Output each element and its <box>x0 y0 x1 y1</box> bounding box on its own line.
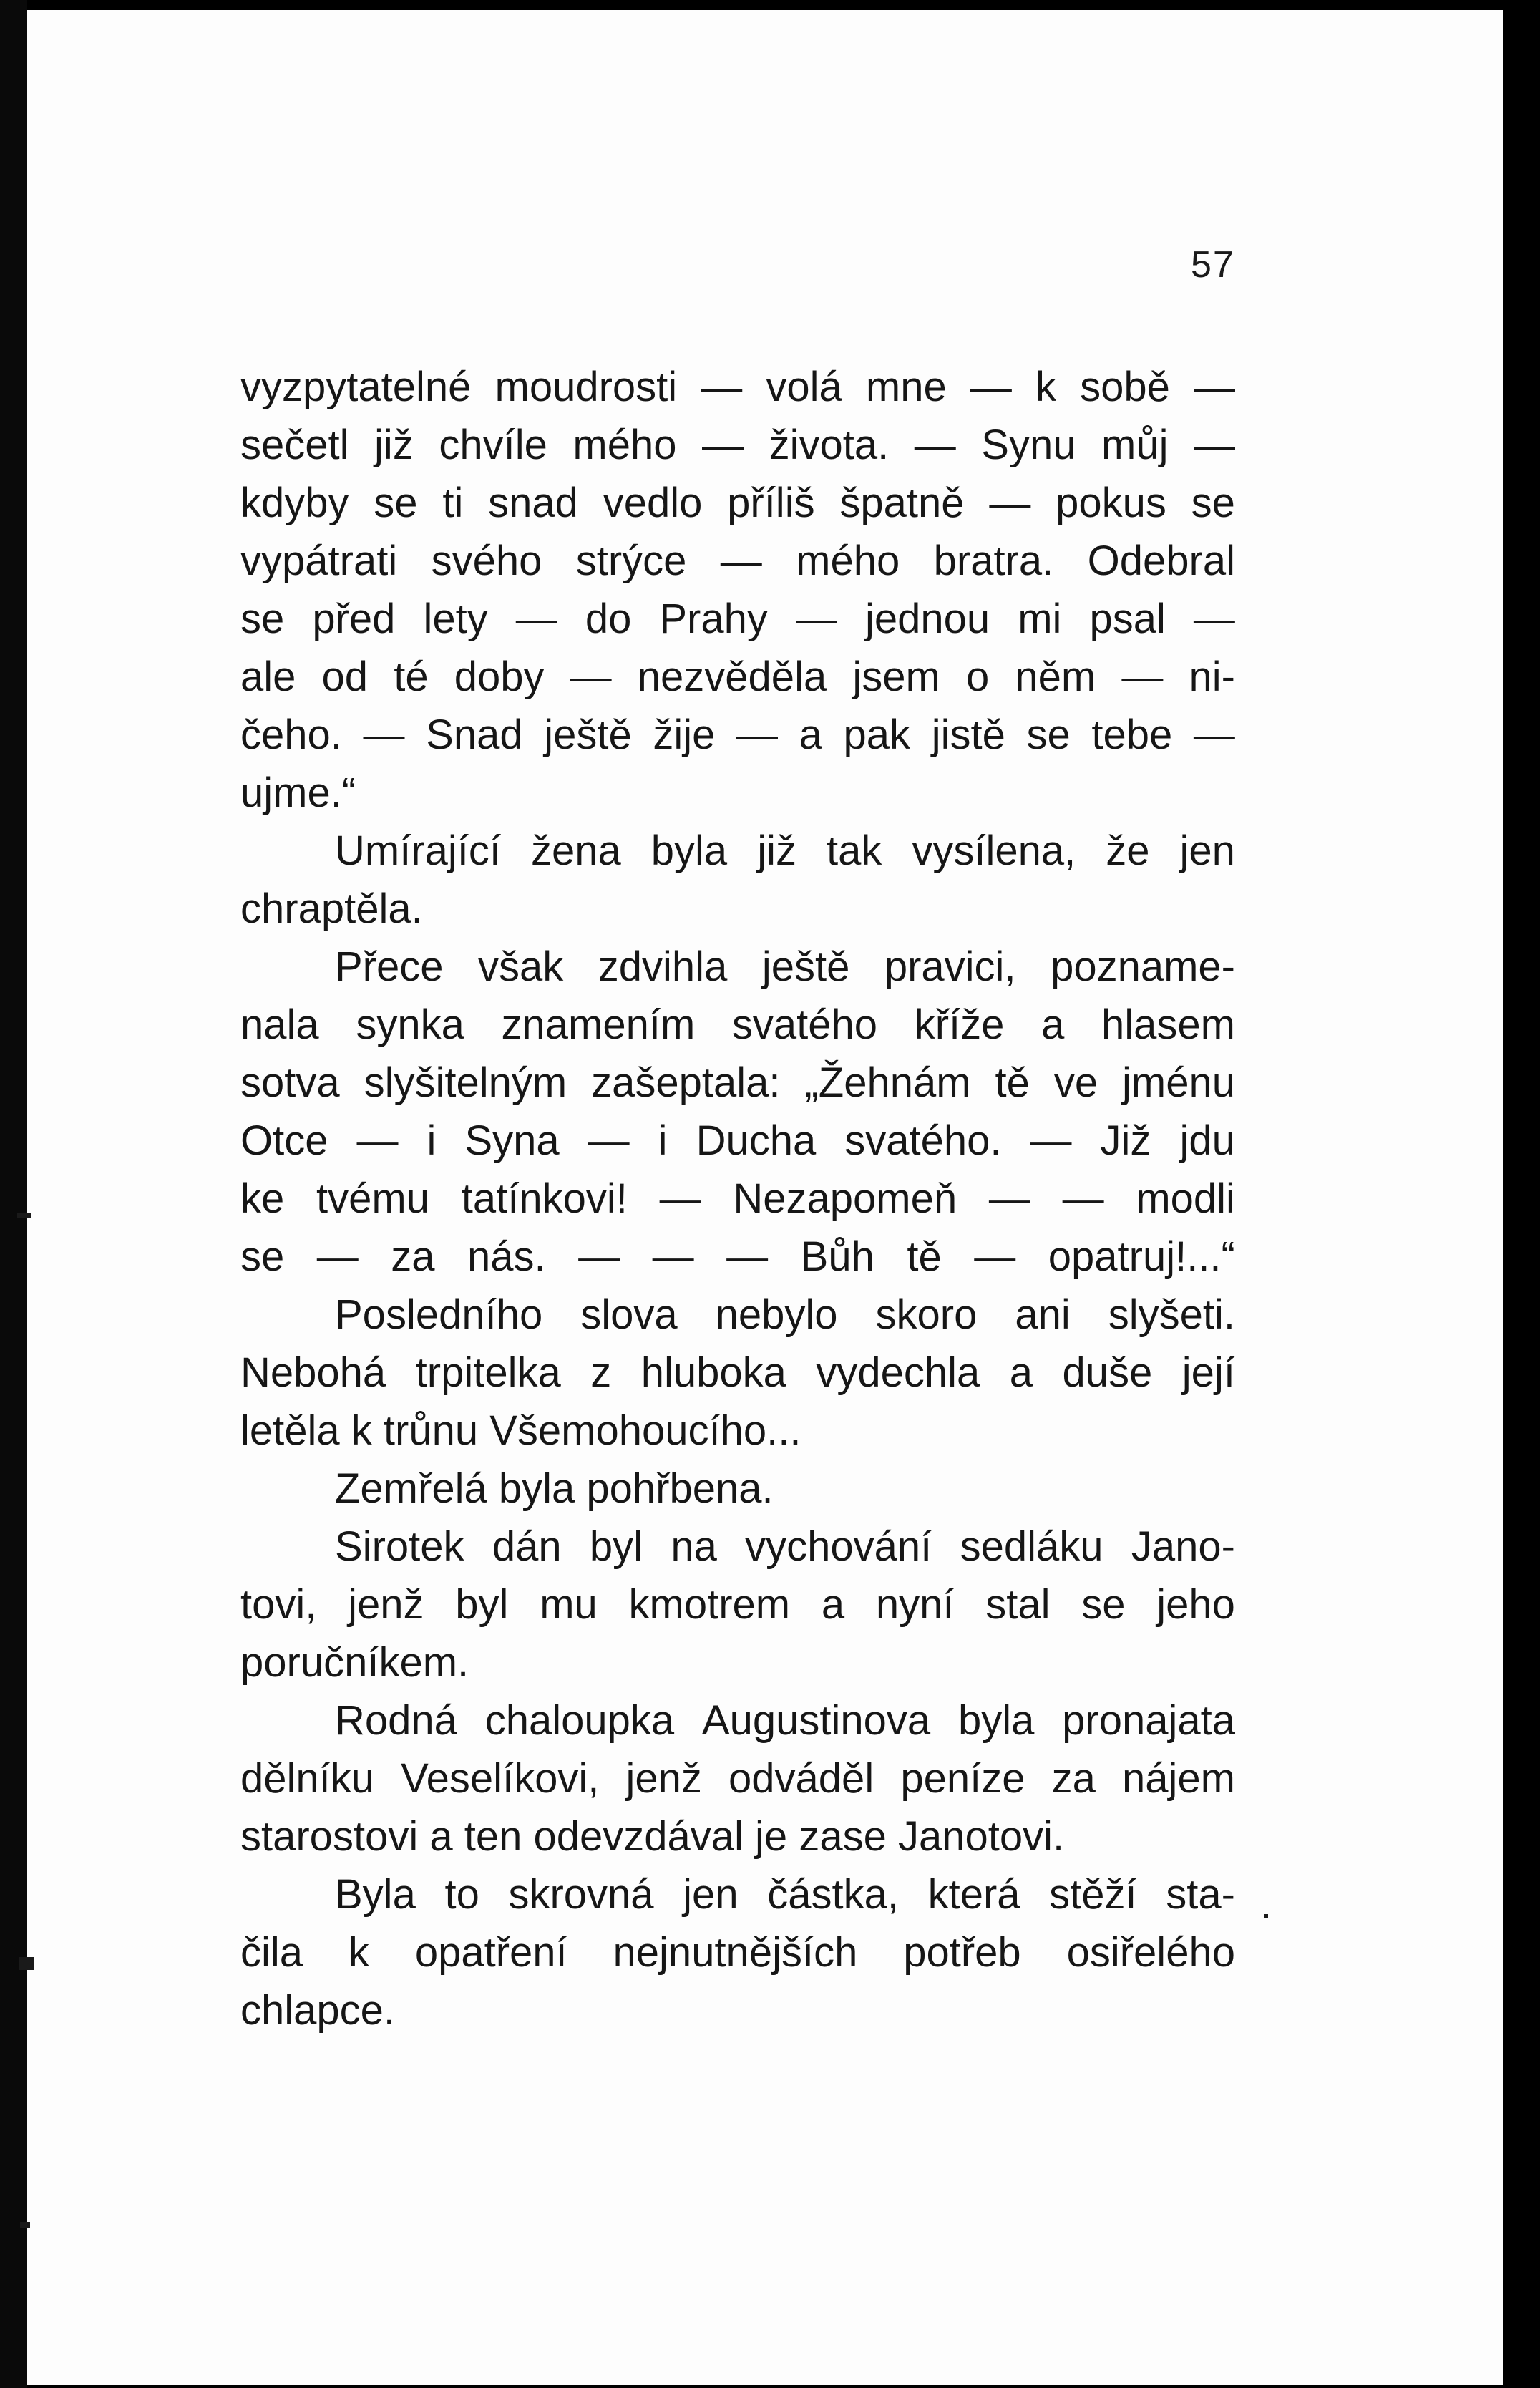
word: — <box>1193 364 1235 410</box>
word: vydechla <box>816 1349 980 1396</box>
word: i <box>658 1117 668 1164</box>
word: — <box>588 1117 630 1164</box>
word: chraptěla. <box>240 885 423 932</box>
word: již <box>757 827 796 874</box>
word: byla <box>957 1697 1035 1744</box>
word: skoro <box>875 1291 978 1338</box>
text-line <box>240 416 1235 474</box>
word: duše <box>1062 1349 1153 1396</box>
word: — <box>1121 654 1164 700</box>
word: Jano- <box>1131 1523 1235 1570</box>
word: doby <box>454 654 545 700</box>
text-line <box>240 532 1235 590</box>
word: volá <box>766 364 842 410</box>
word: i <box>427 1117 437 1164</box>
word: z <box>590 1349 612 1396</box>
text-line <box>240 1518 1235 1576</box>
word: „Žehnám <box>804 1059 971 1106</box>
word: mi <box>1018 596 1062 642</box>
text-line <box>240 1054 1235 1112</box>
word: — <box>363 712 405 758</box>
word: — <box>659 1175 701 1222</box>
text-line <box>240 1981 1235 2039</box>
word: peníze <box>900 1755 1025 1802</box>
word: však <box>478 943 564 990</box>
word: hluboka <box>640 1349 786 1396</box>
word: sobě <box>1080 364 1170 410</box>
word: tě <box>907 1233 942 1280</box>
word: — <box>795 596 837 642</box>
word: sta- <box>1166 1871 1235 1918</box>
word: byl <box>589 1523 643 1570</box>
word: dělníku <box>240 1755 375 1802</box>
word: — <box>316 1233 359 1280</box>
word: — <box>726 1233 769 1280</box>
word: vychování <box>745 1523 932 1570</box>
word: — <box>570 654 612 700</box>
word: dán <box>492 1523 562 1570</box>
word: — <box>1193 712 1235 758</box>
word: snad <box>488 480 578 526</box>
text-line <box>240 764 1235 822</box>
word: lety <box>423 596 488 642</box>
word: nyní <box>875 1581 955 1628</box>
word: zase <box>799 1813 887 1860</box>
binding-mark <box>17 1213 31 1218</box>
word: jenž <box>348 1581 424 1628</box>
word: Augustinova <box>701 1697 931 1744</box>
word: Syna <box>464 1117 560 1164</box>
word: jenž <box>625 1755 702 1802</box>
word: Nezapomeň <box>733 1175 957 1222</box>
word: se <box>240 1233 285 1280</box>
word: svého <box>431 538 542 584</box>
word: Prahy <box>659 596 768 642</box>
word: byl <box>455 1581 509 1628</box>
word: Rodná <box>335 1697 457 1744</box>
word: jen <box>1179 827 1235 874</box>
word: Posledního <box>335 1291 543 1338</box>
word: kříže <box>914 1001 1005 1048</box>
word: a <box>429 1813 453 1860</box>
text-line <box>240 1807 1235 1865</box>
word: skrovná <box>508 1871 654 1918</box>
word: hlasem <box>1101 1001 1235 1048</box>
word: — <box>578 1233 620 1280</box>
text-line <box>240 1923 1235 1981</box>
word: pravici, <box>884 943 1016 990</box>
word: vysílena, <box>912 827 1076 874</box>
word: to <box>444 1871 479 1918</box>
word: Sirotek <box>335 1523 464 1570</box>
word: — <box>702 422 744 468</box>
text-line <box>240 1112 1235 1170</box>
word: tě <box>995 1059 1030 1106</box>
text-line <box>240 1228 1235 1286</box>
word: mého <box>796 538 900 584</box>
word: svatého <box>731 1001 878 1048</box>
word: znamením <box>501 1001 696 1048</box>
word: něm <box>1015 654 1096 700</box>
text-line <box>240 474 1235 532</box>
word: ten <box>464 1813 522 1860</box>
word: ujme.“ <box>240 770 356 816</box>
word: Již <box>1100 1117 1151 1164</box>
binding-mark <box>20 2222 30 2228</box>
word: — <box>652 1233 694 1280</box>
word: slyšeti. <box>1108 1291 1235 1338</box>
word: ve <box>1053 1059 1098 1106</box>
word: Přece <box>335 943 444 990</box>
text-line <box>240 1344 1235 1402</box>
word: chvíle <box>439 422 547 468</box>
word: o <box>965 654 990 700</box>
word: nejnutnějších <box>613 1929 858 1976</box>
word: k <box>1035 364 1056 410</box>
word: Umírající <box>335 827 501 874</box>
text-line <box>240 1170 1235 1228</box>
word: svatého. <box>844 1117 1002 1164</box>
word: synka <box>356 1001 464 1048</box>
word: mne <box>865 364 947 410</box>
word: špatně <box>839 480 965 526</box>
word: modli <box>1136 1175 1235 1222</box>
word: nala <box>240 1001 319 1048</box>
word: — <box>720 538 762 584</box>
word: a <box>1041 1001 1065 1048</box>
word: že <box>1106 827 1150 874</box>
word: bratra. <box>933 538 1054 584</box>
word: ani <box>1015 1291 1071 1338</box>
word: letěla <box>240 1407 340 1454</box>
body-text <box>240 358 1235 2039</box>
word: mého <box>572 422 677 468</box>
word: zdvihla <box>598 943 728 990</box>
word: — <box>988 1175 1030 1222</box>
word: stěží <box>1049 1871 1137 1918</box>
word: zašeptala: <box>591 1059 781 1106</box>
word: byla <box>498 1465 575 1512</box>
word: je <box>755 1813 788 1860</box>
page-number: 57 <box>1191 244 1235 286</box>
text-line <box>240 996 1235 1054</box>
word: Všemohoucího... <box>489 1407 801 1454</box>
word: Otce <box>240 1117 328 1164</box>
word: ale <box>240 654 296 700</box>
word: ke <box>240 1175 285 1222</box>
word: ještě <box>544 712 632 758</box>
word: — <box>1194 422 1235 468</box>
text-line <box>240 1460 1235 1518</box>
word: tak <box>826 827 882 874</box>
binding-mark <box>19 1957 34 1970</box>
word: — <box>989 480 1031 526</box>
word: a <box>1009 1349 1033 1396</box>
margin-dot <box>1264 1914 1268 1918</box>
word: — <box>356 1117 399 1164</box>
word: mu <box>540 1581 598 1628</box>
text-line <box>240 358 1235 416</box>
word: Janotovi. <box>897 1813 1065 1860</box>
word: byla <box>650 827 728 874</box>
word: pokus <box>1056 480 1166 526</box>
word: a <box>799 712 822 758</box>
word: stal <box>985 1581 1051 1628</box>
word: kdyby <box>240 480 349 526</box>
word: do <box>585 596 632 642</box>
word: — <box>736 712 779 758</box>
word: pronajata <box>1062 1697 1235 1744</box>
word: trůnu <box>383 1407 479 1454</box>
text-line <box>240 1402 1235 1460</box>
word: kmotrem <box>628 1581 791 1628</box>
word: odváděl <box>728 1755 874 1802</box>
word: na <box>671 1523 717 1570</box>
scan-edge <box>1503 0 1540 2388</box>
word: života. <box>769 422 890 468</box>
text-line <box>240 1749 1235 1807</box>
word: moudrosti <box>494 364 678 410</box>
word: před <box>312 596 396 642</box>
word: Byla <box>335 1871 416 1918</box>
word: od <box>321 654 369 700</box>
word: nebylo <box>715 1291 838 1338</box>
word: nás. <box>467 1233 546 1280</box>
word: vypátrati <box>240 538 398 584</box>
word: trpitelka <box>415 1349 561 1396</box>
word: poručníkem. <box>240 1639 469 1686</box>
text-line <box>240 938 1235 996</box>
word: k <box>348 1929 369 1976</box>
word: jen <box>683 1871 739 1918</box>
word: žena <box>531 827 621 874</box>
word: osiřelého <box>1066 1929 1235 1976</box>
word: jednou <box>864 596 990 642</box>
word: sedláku <box>960 1523 1103 1570</box>
word: slova <box>580 1291 678 1338</box>
word: již <box>374 422 414 468</box>
word: slyšitelným <box>364 1059 567 1106</box>
text-line <box>240 590 1235 648</box>
text-line <box>240 880 1235 938</box>
word: — <box>515 596 557 642</box>
word: která <box>927 1871 1020 1918</box>
word: — <box>1062 1175 1104 1222</box>
word: — <box>1030 1117 1072 1164</box>
word: tovi, <box>240 1581 317 1628</box>
text-line <box>240 822 1235 880</box>
word: opatření <box>414 1929 567 1976</box>
word: té <box>394 654 429 700</box>
word: nezvěděla <box>637 654 827 700</box>
word: pohřbena. <box>586 1465 774 1512</box>
word: tatínkovi! <box>461 1175 628 1222</box>
word: — <box>1193 596 1235 642</box>
word: žije <box>653 712 716 758</box>
word: chlapce. <box>240 1987 396 2034</box>
word: se <box>240 596 285 642</box>
word: psal <box>1089 596 1166 642</box>
word: Odebral <box>1087 538 1235 584</box>
binding-shadow <box>0 0 27 2388</box>
word: opatruj!...“ <box>1048 1233 1235 1280</box>
word: za <box>391 1233 435 1280</box>
word: — <box>914 422 956 468</box>
word: Zemřelá <box>335 1465 487 1512</box>
word: chaloupka <box>484 1697 675 1744</box>
text-line <box>240 1692 1235 1749</box>
word: tvému <box>316 1175 429 1222</box>
word: tebe <box>1091 712 1173 758</box>
word: za <box>1051 1755 1096 1802</box>
word: nájem <box>1121 1755 1235 1802</box>
word: příliš <box>727 480 815 526</box>
word: ještě <box>761 943 850 990</box>
word: ni- <box>1189 654 1235 700</box>
word: strýce <box>575 538 687 584</box>
word: Veselíkovi, <box>401 1755 600 1802</box>
word: jistě <box>931 712 1005 758</box>
text-line <box>240 1576 1235 1634</box>
word: vyzpytatelné <box>240 364 472 410</box>
word: se <box>1081 1581 1126 1628</box>
text-line <box>240 648 1235 706</box>
word: ti <box>442 480 464 526</box>
word: její <box>1181 1349 1235 1396</box>
word: starostovi <box>240 1813 419 1860</box>
text-line <box>240 706 1235 764</box>
word: čeho. <box>240 712 342 758</box>
word: jménu <box>1122 1059 1235 1106</box>
word: jdu <box>1179 1117 1235 1164</box>
word: částka, <box>767 1871 899 1918</box>
word: — <box>974 1233 1016 1280</box>
word: k <box>351 1407 372 1454</box>
text-line <box>240 1865 1235 1923</box>
word: Nebohá <box>240 1349 386 1396</box>
word: můj <box>1101 422 1169 468</box>
word: odevzdával <box>533 1813 744 1860</box>
word: jsem <box>852 654 940 700</box>
word: Snad <box>426 712 523 758</box>
word: poznamе- <box>1051 943 1235 990</box>
word: — <box>701 364 743 410</box>
word: vedlo <box>603 480 703 526</box>
word: jeho <box>1156 1581 1235 1628</box>
text-line <box>240 1634 1235 1692</box>
word: čila <box>240 1929 303 1976</box>
word: se <box>1191 480 1235 526</box>
text-line <box>240 1286 1235 1344</box>
word: potřeb <box>903 1929 1021 1976</box>
word: Bůh <box>800 1233 874 1280</box>
word: a <box>821 1581 845 1628</box>
word: sečetl <box>240 422 349 468</box>
word: sotva <box>240 1059 340 1106</box>
word: se <box>374 480 418 526</box>
word: Ducha <box>696 1117 817 1164</box>
word: Synu <box>981 422 1076 468</box>
word: — <box>970 364 1012 410</box>
word: pak <box>843 712 911 758</box>
word: se <box>1026 712 1071 758</box>
